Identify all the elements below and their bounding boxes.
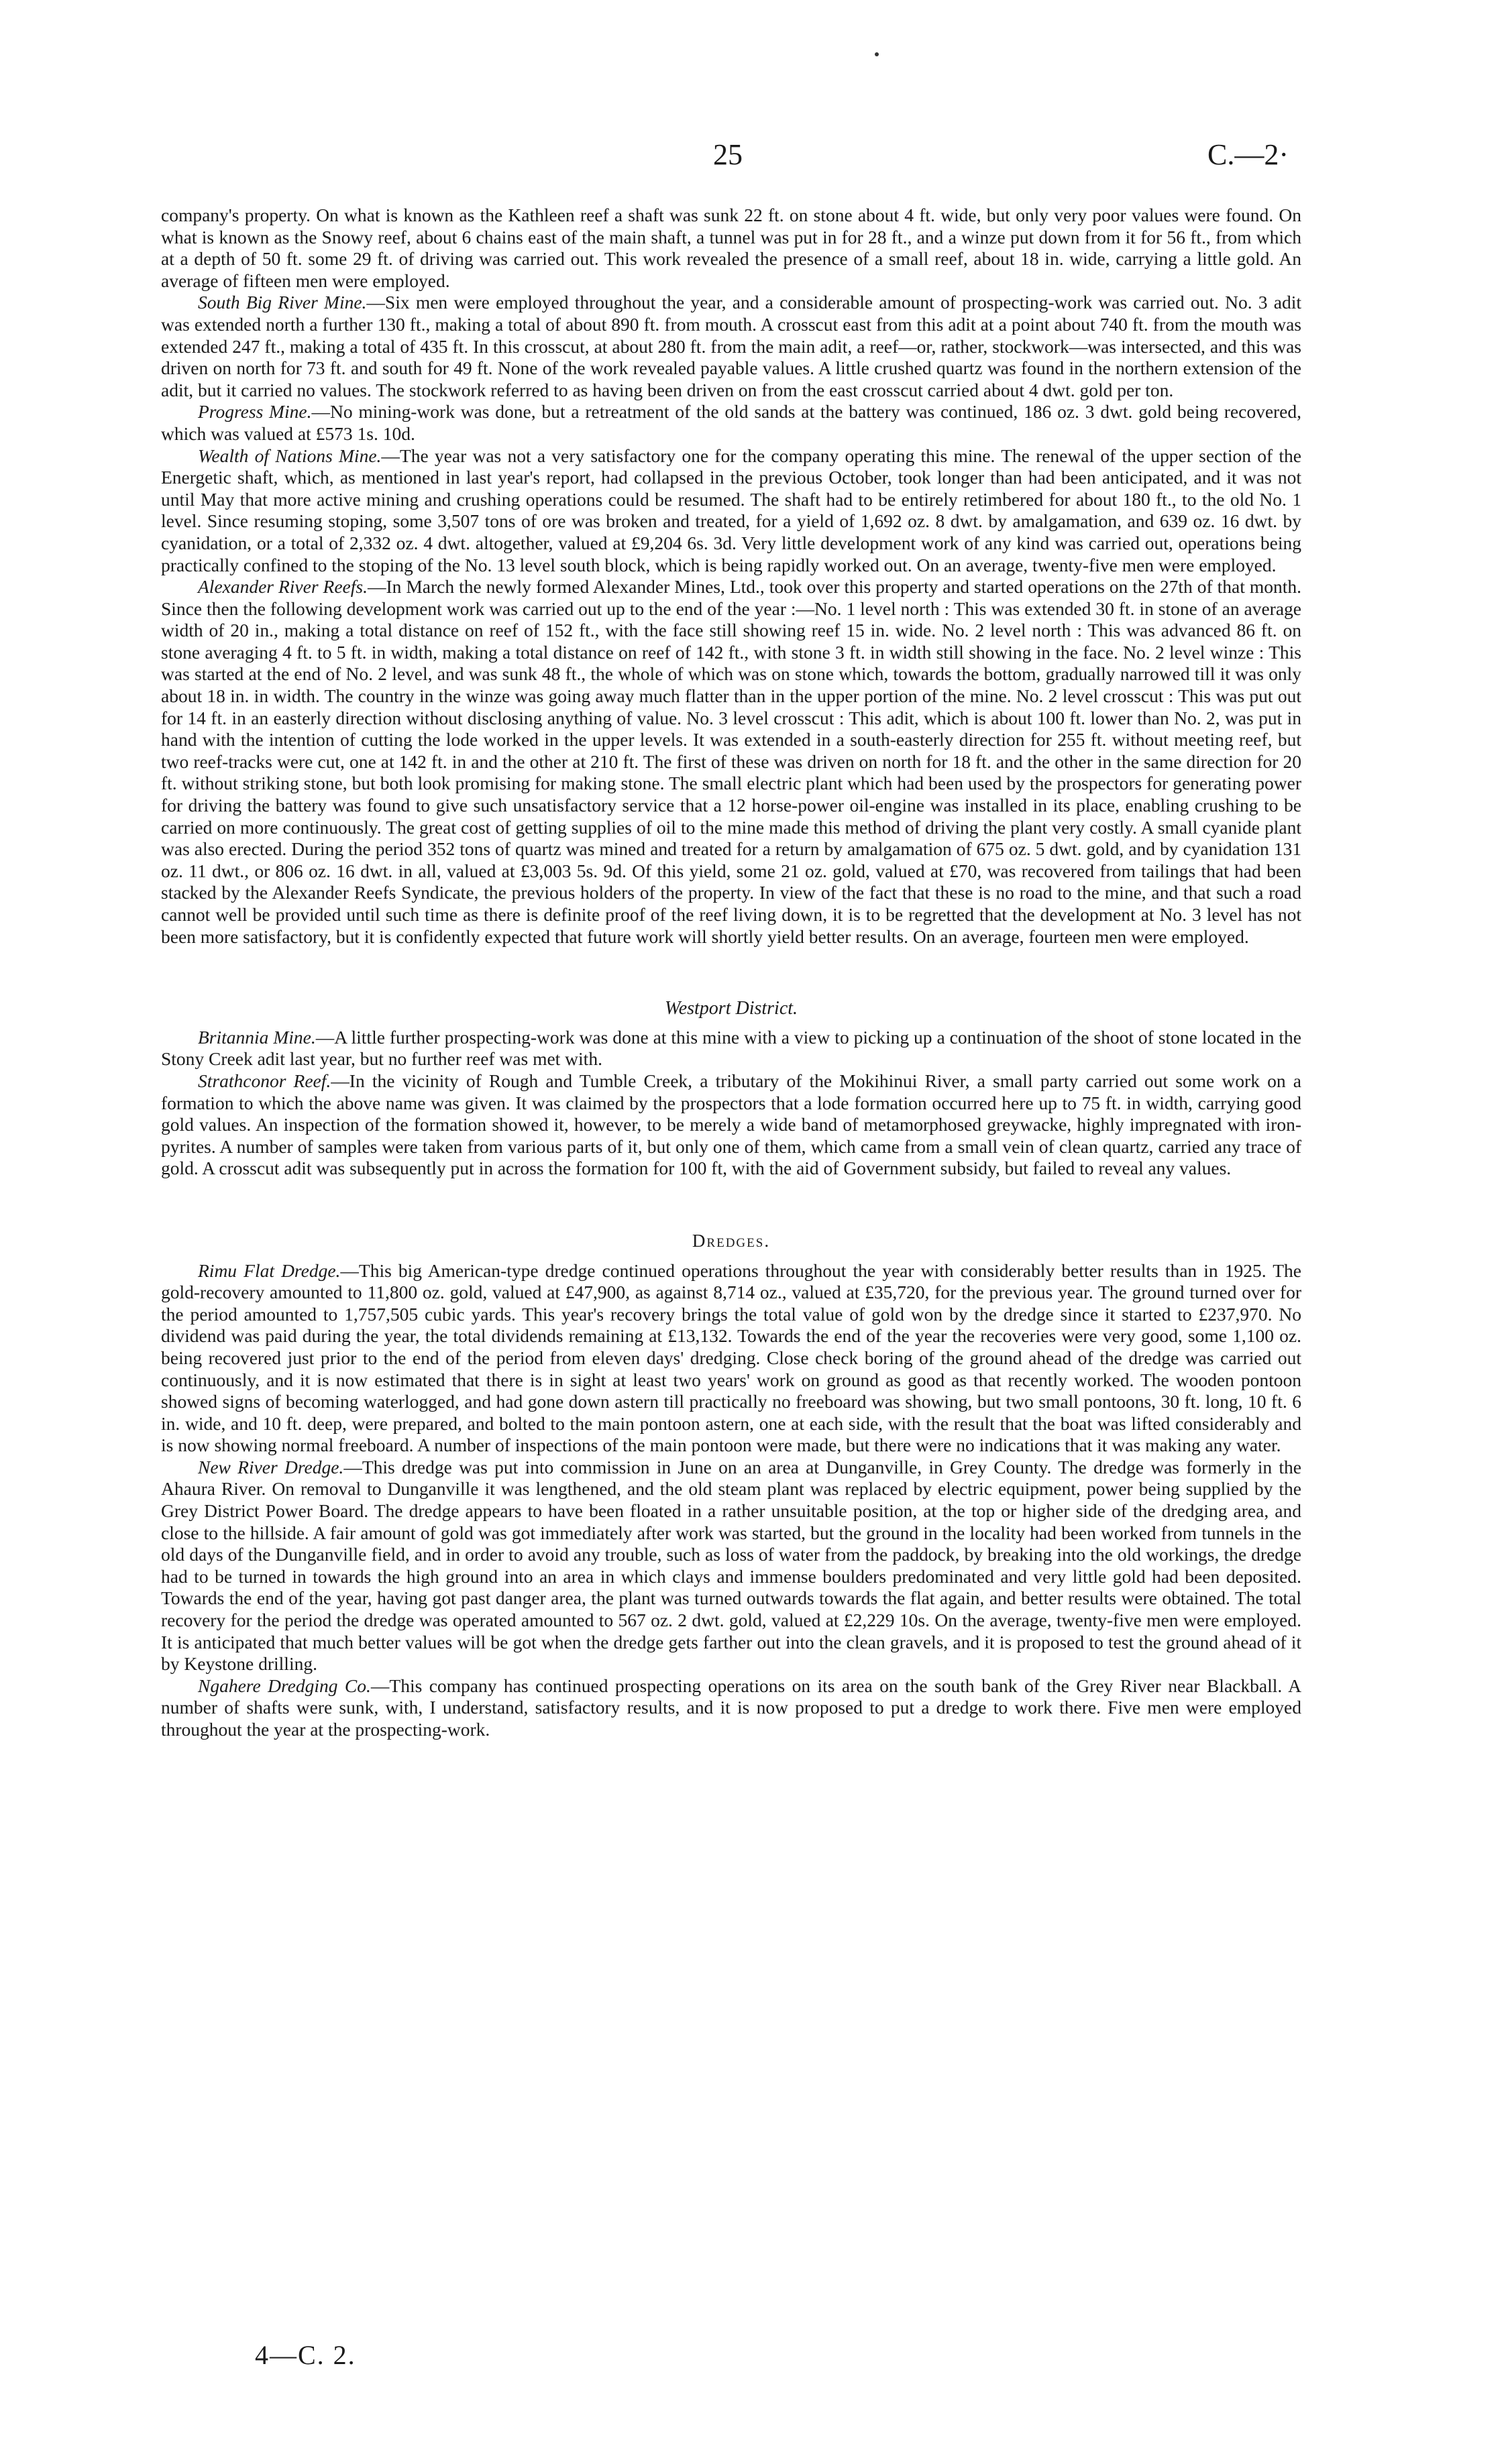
signature-mark: 4—C. 2. <box>255 2340 356 2370</box>
paragraph-ngahere-dredging: Ngahere Dredging Co.—This company has continued prospecting operations on its area on the south bank of the Grey River near Blackball. A number of shafts were sunk, with, I understand, satisfactory results, and it is now proposed to put a dredge to work there. Five men were employed throughout the year at the prospecting-work. <box>161 1675 1301 1740</box>
heading-dredges: Dredges. <box>692 1230 771 1251</box>
stray-mark <box>875 52 879 56</box>
paragraph-strathconor-reef: Strathconor Reef.—In the vicinity of Rough and Tumble Creek, a tributary of the Mokihinui River, a small party carried out some work on a formation to which the above name was given. It was claimed by the prospectors that a lode formation occurred here up to 75 ft. in width, carrying good gold values. An inspection of the formation showed it, however, to be merely a wide band of metamorphosed greywacke, highly impregnated with iron-pyrites. A number of samples were taken from various parts of it, but only one of them, which came from a small vein of clean quartz, carried any trace of gold. A crosscut adit was subsequently put in across the formation for 100 ft, with the aid of Government subsidy, but failed to reveal any values. <box>161 1070 1301 1179</box>
document-code: C.—2· <box>1207 138 1289 171</box>
paragraph-new-river-dredge: New River Dredge.—This dredge was put into commission in June on an area at Dunganville, in Grey County. The dredge was formerly in the Ahaura River. On removal to Dunganville it was lengthened, and the old steam plant was replaced by electric equipment, power being supplied by the Grey District Power Board. The dredge appears to have been floated in a rather unsuitable position, at the top or higher side of the dredging area, and close to the hillside. A fair amount of gold was got immediately after work was started, but the ground in the locality had been worked from tunnels in the old days of the Dunganville field, and in order to avoid any trouble, such as loss of water from the paddock, by breaking into the old workings, the dredge had to be turned in towards the high ground into an area in which clays and immense boulders predominated and very little gold had been deposited. Towards the end of the year, having got past danger area, the plant was turned outwards towards the flat again, and better results were obtained. The total recovery for the period the dredge was operated amounted to 567 oz. 2 dwt. gold, valued at £2,229 10s. On the average, twenty-five men were employed. It is anticipated that much better values will be got when the dredge gets farther out into the clean gravels, and it is proposed to test the ground ahead of it by Keystone drilling. <box>161 1456 1301 1675</box>
heading-westport-district: Westport District. <box>664 998 798 1019</box>
paragraph-rimu-flat-dredge: Rimu Flat Dredge.—This big American-type dredge continued operations throughout the year with considerably better results than in 1925. The gold-recovery amounted to 11,800 oz. gold, valued at £47,900, as against 8,714 oz., valued at £35,720, for the previous year. The ground turned over for the period amounted to 1,757,505 cubic yards. This year's recovery brings the total value of gold won by the dredge since it started to £237,970. No dividend was paid during the year, the total dividends remaining at £13,132. Towards the end of the year the recoveries were very good, some 1,100 oz. being recovered just prior to the end of the period from eleven days' dredging. Close check boring of the ground ahead of the dredge was carried out continuously, and it is now estimated that there is in sight at least two years' work on ground as good as that recently worked. The wooden pontoon showed signs of becoming waterlogged, and had gone down astern till practically no freeboard was showing, but two small pontoons, 30 ft. long, 10 ft. 6 in. wide, and 10 ft. deep, were prepared, and bolted to the main pontoon astern, one at each side, with the result that the boat was lifted considerably and is now showing normal freeboard. A number of inspections of the main pontoon were made, but there were no indications that it was making any water. <box>161 1259 1301 1456</box>
page-number: 25 <box>713 138 743 171</box>
paragraph-britannia-mine: Britannia Mine.—A little further prospecting-work was done at this mine with a view to picking up a continuation of the shoot of stone located in the Stony Creek adit last year, but no further reef was met with. <box>161 1026 1301 1070</box>
paragraph-alexander-river-reefs: Alexander River Reefs.—In March the newly formed Alexander Mines, Ltd., took over this property and started operations on the 27th of that month. Since then the following development work was carried out up to the end of the year :—No. 1 level north : This was extended 30 ft. in stone of an average width of 20 in., making a total distance on reef of 152 ft., with the face still showing reef 15 in. wide. No. 2 level north : This was advanced 86 ft. on stone averaging 4 ft. to 5 ft. in width, making a total distance on reef of 142 ft., with stone 3 ft. in width still showing in the face. No. 2 level winze : This was started at the end of No. 2 level, and was sunk 48 ft., the whole of which was on stone which, towards the bottom, gradually narrowed till it was only about 18 in. in width. The country in the winze was going away much flatter than in the upper portion of the mine. No. 2 level crosscut : This was put out for 14 ft. in an easterly direction without disclosing anything of value. No. 3 level crosscut : This adit, which is about 100 ft. lower than No. 2, was put in hand with the intention of cutting the lode worked in the upper levels. It was extended in a south-easterly direction for 255 ft. without meeting reef, but two reef-tracks were cut, one at 142 ft. in and the other at 210 ft. The first of these was driven on north for 18 ft. and the other in the same direction for 20 ft. without striking stone, but both look promising for making stone. The small electric plant which had been used by the prospectors for generating power for driving the battery was found to give such unsatisfactory service that a 12 horse-power oil-engine was installed in its place, enabling crushing to be carried on more continuously. The great cost of getting supplies of oil to the mine made this method of driving the plant very costly. A small cyanide plant was also erected. During the period 352 tons of quartz was mined and treated for a return by amalgamation of 675 oz. 5 dwt. gold, and by cyanidation 131 oz. 11 dwt., or 806 oz. 16 dwt. in all, valued at £3,003 5s. 9d. Of this yield, some 21 oz. gold, valued at £70, was recovered from tailings that had been stacked by the Alexander Reefs Syndicate, the previous holders of the property. In view of the fact that these is no road to the mine, and that such a road cannot well be provided until such time as there is definite proof of the reef living down, it is to be regretted that the development at No. 3 level has not been more satisfactory, but it is confidently expected that future work will shortly yield better results. On an average, fourteen men were employed. <box>161 576 1301 947</box>
page-header <box>0 137 1506 178</box>
body-text <box>161 205 1301 1741</box>
paragraph-progress-mine: Progress Mine.—No mining-work was done, but a retreatment of the old sands at the battery was continued, 186 oz. 3 dwt. gold being recovered, which was valued at £573 1s. 10d. <box>161 401 1302 444</box>
paragraph-continuation: company's property. On what is known as the Kathleen reef a shaft was sunk 22 ft. on stone about 4 ft. wide, but only very poor values were found. On what is known as the Snowy reef, about 6 chains east of the main shaft, a tunnel was put in for 28 ft., and a winze put down from it for 56 ft., from which at a depth of 50 ft. some 29 ft. of driving was carried out. This work revealed the presence of a small reef, about 18 in. wide, carrying a little gold. An average of fifteen men were employed. <box>161 205 1301 291</box>
paragraph-south-big-river-mine: South Big River Mine.—Six men were employed throughout the year, and a considerable amount of prospecting-work was carried out. No. 3 adit was extended north a further 130 ft., making a total of about 890 ft. from mouth. A crosscut east from this adit at a point about 740 ft. from the mouth was extended 247 ft., making a total of 435 ft. In this crosscut, at about 280 ft. from the main adit, a reef—or, rather, stockwork—was intersected, and this was driven on north for 73 ft. and south for 49 ft. None of the work revealed payable values. A little crushed quartz was found in the northern extension of the adit, but it carried no values. The stockwork referred to as having been driven on from the east crosscut carried about 4 dwt. gold per ton. <box>161 292 1301 400</box>
paragraph-wealth-of-nations-mine: Wealth of Nations Mine.—The year was not a very satisfactory one for the company operating this mine. The renewal of the upper section of the Energetic shaft, which, as mentioned in last year's report, had collapsed in the previous October, took longer than had been anticipated, and it was not until May that more active mining and crushing operations could be resumed. The shaft had to be entirely retimbered for about 180 ft., to the old No. 1 level. Since resuming stoping, some 3,507 tons of ore was broken and treated, for a yield of 1,692 oz. 8 dwt. by amalgamation, and 639 oz. 16 dwt. by cyanidation, or a total of 2,332 oz. 4 dwt. altogether, valued at £9,204 6s. 3d. Very little development work of any kind was carried out, operations being practically confined to the stoping of the No. 13 level south block, which is being rapidly worked out. On an average, twenty-five men were employed. <box>161 445 1301 575</box>
